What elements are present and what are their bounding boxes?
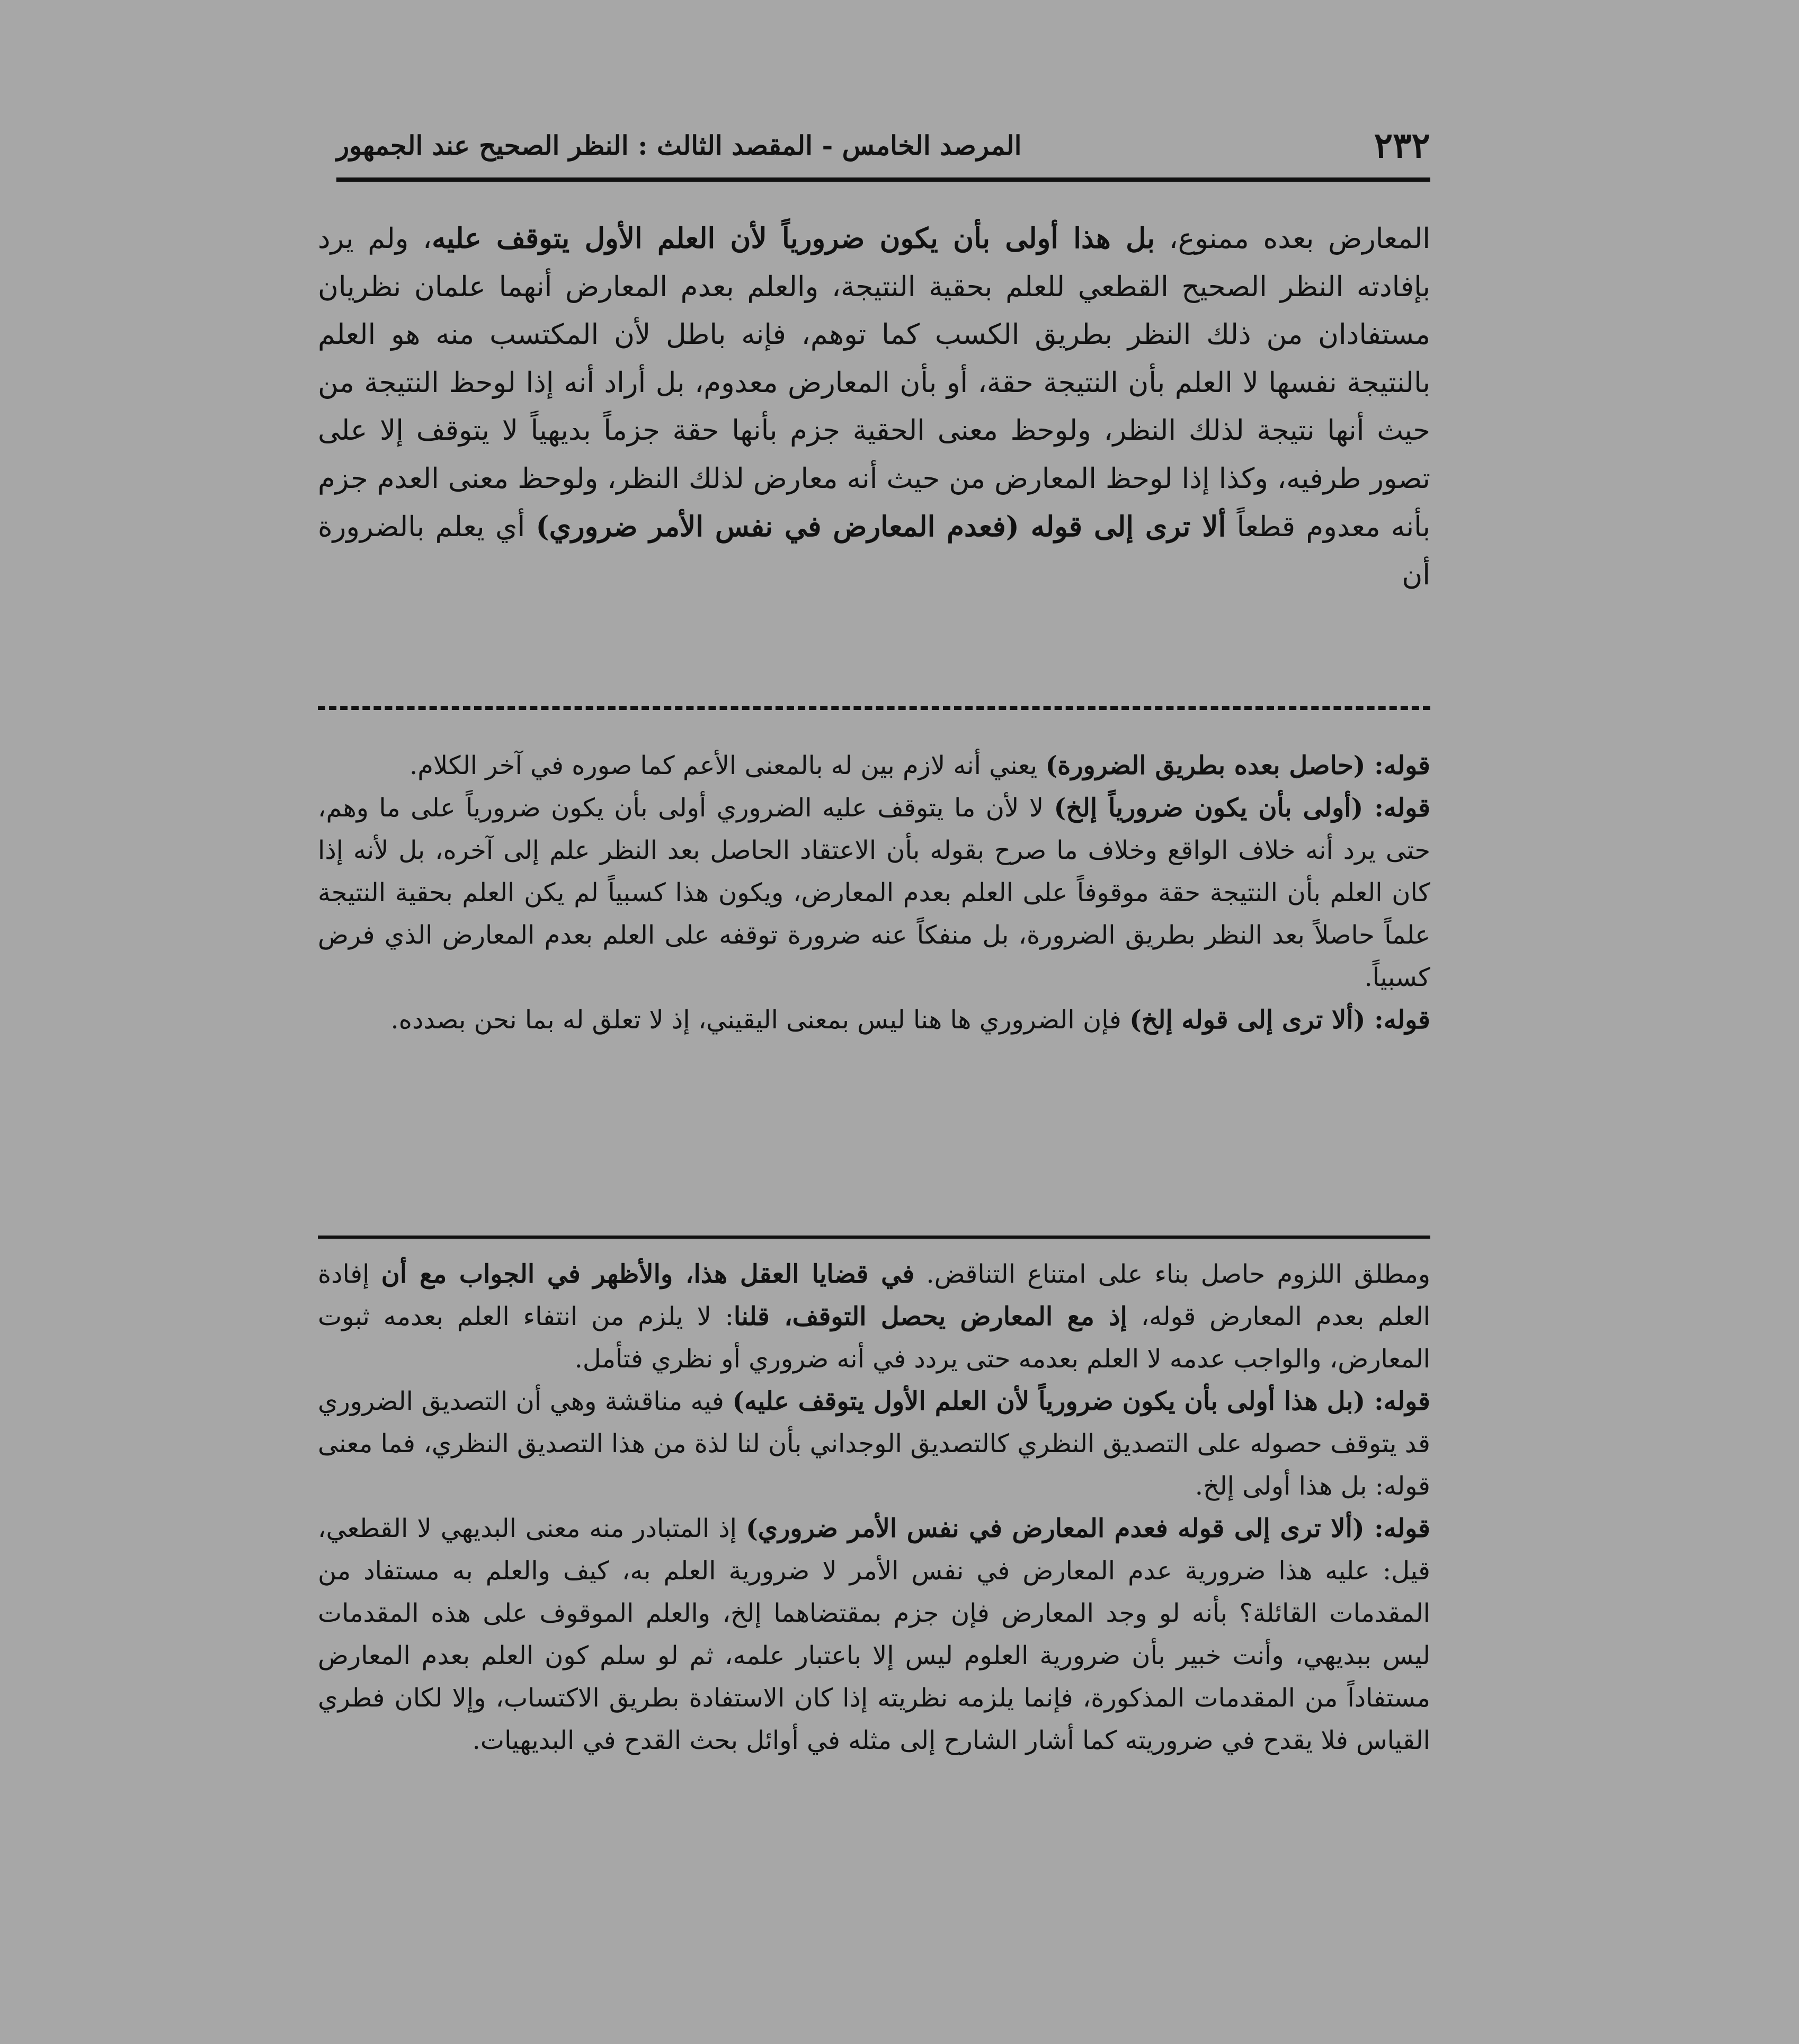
commentary-2: [318, 1253, 1430, 1762]
solid-separator: [318, 1236, 1430, 1239]
note-label: قوله:: [1363, 793, 1431, 823]
main-text-segment: المعارض بعده ممنوع،: [1154, 223, 1430, 255]
running-title: المرصد الخامس - المقصد الثالث : النظر الصحيح عند الجمهور: [336, 130, 1022, 161]
commentary-note: [318, 1380, 1430, 1507]
book-page: [318, 0, 1430, 2044]
note-quote: في قضايا العقل هذا، والأظهر في الجواب مع أن: [381, 1259, 915, 1289]
note-quote: إذ مع المعارض يحصل التوقف، قلنا: [733, 1302, 1127, 1331]
note-quote: (ألا ترى إلى قوله فعدم المعارض في نفس الأمر ضروري): [745, 1514, 1365, 1543]
note-label: قوله:: [1364, 1514, 1430, 1543]
main-text: [318, 215, 1430, 599]
main-text-bold-quote: ألا ترى إلى قوله (فعدم المعارض في نفس الأمر ضروري): [536, 510, 1226, 543]
note-text: : لا يلزم من انتفاء العلم بعدمه ثبوت المعارض، والواجب عدمه لا العلم بعدمه حتى يردد في أنه ضروري أو نظري فتأمل.: [318, 1302, 1430, 1374]
page-header: [336, 125, 1430, 182]
commentary-note: [318, 1507, 1430, 1762]
commentary-note: [318, 999, 1430, 1041]
main-text-bold-quote: بل هذا أولى بأن يكون ضرورياً لأن العلم الأول يتوقف عليه: [432, 222, 1155, 255]
commentary-note: [318, 787, 1430, 999]
commentary-note: [318, 744, 1430, 787]
page-number: ٢٣٢: [1374, 125, 1430, 166]
note-label: قوله:: [1365, 1005, 1430, 1035]
note-quote: (ألا ترى إلى قوله إلخ): [1129, 1005, 1366, 1035]
main-text-segment: ، ولم يرد بإفادته النظر الصحيح القطعي للعلم بحقية النتيجة، والعلم بعدم المعارض أنهما علمان نظريان مستفادان من ذلك النظر بطريق الكسب كما توهم، فإنه باطل لأن المكتسب منه هو العلم بالنتيجة نفسها لا العلم بأن النتيجة حقة، أو بأن المعارض معدوم، بل أراد أنه إذا لوحظ النتيجة من حيث أنها نتيجة لذلك النظر، ولوحظ معنى الحقية جزم بأنها حقة جزماً بديهياً لا يتوقف إلا على تصور طرفيه، وكذا إذا لوحظ المعارض من حيث أنه معارض لذلك النظر، ولوحظ معنى العدم جزم بأنه معدوم قطعاً: [318, 223, 1430, 543]
note-text: ومطلق اللزوم حاصل بناء على امتناع التناقض.: [914, 1259, 1431, 1289]
note-text: فإن الضروري ها هنا ليس بمعنى اليقيني، إذ لا تعلق له بما نحن بصدده.: [390, 1005, 1130, 1035]
note-label: قوله:: [1365, 1387, 1431, 1416]
note-label: قوله:: [1365, 751, 1430, 780]
note-text: لا لأن ما يتوقف عليه الضروري أولى بأن يكون ضرورياً على ما وهم، حتى يرد أنه خلاف الواقع وخلاف ما صرح بقوله بأن الاعتقاد الحاصل بعد النظر علم إلى آخره، بل لأنه إذا كان العلم بأن النتيجة حقة موقوفاً على العلم بعدم المعارض، ويكون هذا كسبياً لم يكن العلم بحقية النتيجة علماً حاصلاً بعد النظر بطريق الضرورة، بل منفكاً عنه ضرورة توقفه على العلم بعدم المعارض الذي فرض كسبياً.: [318, 793, 1430, 992]
main-paragraph: [318, 215, 1430, 599]
note-text: يعني أنه لازم بين له بالمعنى الأعم كما صوره في آخر الكلام.: [409, 751, 1046, 780]
note-quote: (حاصل بعده بطريق الضرورة): [1045, 751, 1366, 780]
note-text: إفادة العلم بعدم المعارض قوله،: [318, 1259, 1430, 1331]
commentary-1: [318, 744, 1430, 1041]
note-text: فيه مناقشة وهي أن التصديق الضروري قد يتوقف حصوله على التصديق النظري كالتصديق الوجداني بأن لنا لذة من هذا التصديق النظري، فما معنى قوله: بل هذا أولى إلخ.: [318, 1387, 1430, 1501]
dashed-separator: [318, 706, 1430, 710]
note-quote: (أولى بأن يكون ضرورياً إلخ): [1054, 793, 1364, 823]
main-text-segment: أي يعلم بالضرورة أن: [318, 511, 1430, 591]
note-text: إذ المتبادر منه معنى البديهي لا القطعي، قيل: عليه هذا ضرورية عدم المعارض في نفس الأمر لا ضرورية العلم به، كيف والعلم به مستفاد من المقدمات القائلة؟ بأنه لو وجد المعارض فإن جزم بمقتضاهما إلخ، والعلم الموقوف على هذه المقدمات ليس ببديهي، وأنت خبير بأن ضرورية العلوم ليس إلا باعتبار علمه، ثم لو سلم كون العلم بعدم المعارض مستفاداً من المقدمات المذكورة، فإنما يلزمه نظريته إذا كان الاستفادة بطريق الاكتساب، وإلا لكان فطري القياس فلا يقدح في ضروريته كما أشار الشارح إلى مثله في أوائل بحث القدح في البديهيات.: [318, 1514, 1431, 1755]
commentary-note: [318, 1253, 1430, 1380]
note-quote: (بل هذا أولى بأن يكون ضرورياً لأن العلم الأول يتوقف عليه): [732, 1387, 1366, 1416]
